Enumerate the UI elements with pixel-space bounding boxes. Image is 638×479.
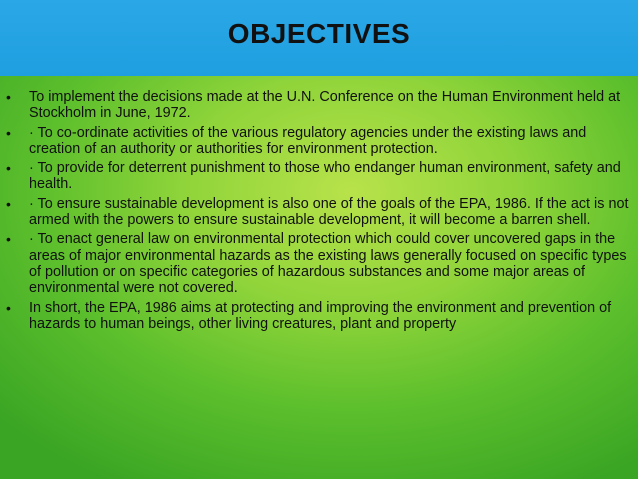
slide-title: OBJECTIVES — [227, 18, 411, 49]
bullet-dot-icon: • — [6, 89, 11, 105]
bullet-item-5 — [6, 231, 632, 296]
bullet-text-4: · To ensure sustainable development is also one of the goals of the EPA, 1986. If the act is not armed with the powers to ensure sustainable development, it will become a barren shell. — [29, 195, 629, 229]
bullet-dot-icon: • — [6, 299, 11, 316]
bullet-text-3: · To provide for deterrent punishment to those who endanger human environment, safety and health. — [29, 160, 621, 193]
bullet-item-4 — [6, 196, 632, 229]
bullet-dot-icon: • — [6, 160, 11, 177]
bullet-text-1: To implement the decisions made at the U.N. Conference on the Human Environment held at Stockholm in June, 1972. — [29, 89, 621, 122]
bullet-text-2: · To co-ordinate activities of the various regulatory agencies under the existing laws and creation of an authority or authorities for environment protection. — [29, 124, 587, 157]
bullet-item-1 — [6, 89, 632, 122]
bullet-text-6: In short, the EPA, 1986 aims at protecting and improving the environment and prevention of hazards to human beings, other living creatures, plant and property — [29, 299, 612, 332]
bullet-item-3 — [6, 160, 632, 193]
bullet-list — [6, 89, 632, 335]
bullet-item-6 — [6, 300, 632, 333]
bullet-item-2 — [6, 125, 632, 158]
bullet-text-5: · To enact general law on environmental protection which could cover uncovered gaps in the areas of major environmental hazards as the existing laws generally focused on specific types of pollution or on specific categories of hazardous substances and some major areas of environmental were not covered. — [29, 231, 627, 297]
bullet-dot-icon: • — [6, 231, 11, 248]
title-bar — [0, 0, 638, 76]
bullet-dot-icon: • — [6, 124, 11, 141]
bullet-dot-icon: • — [6, 195, 11, 212]
